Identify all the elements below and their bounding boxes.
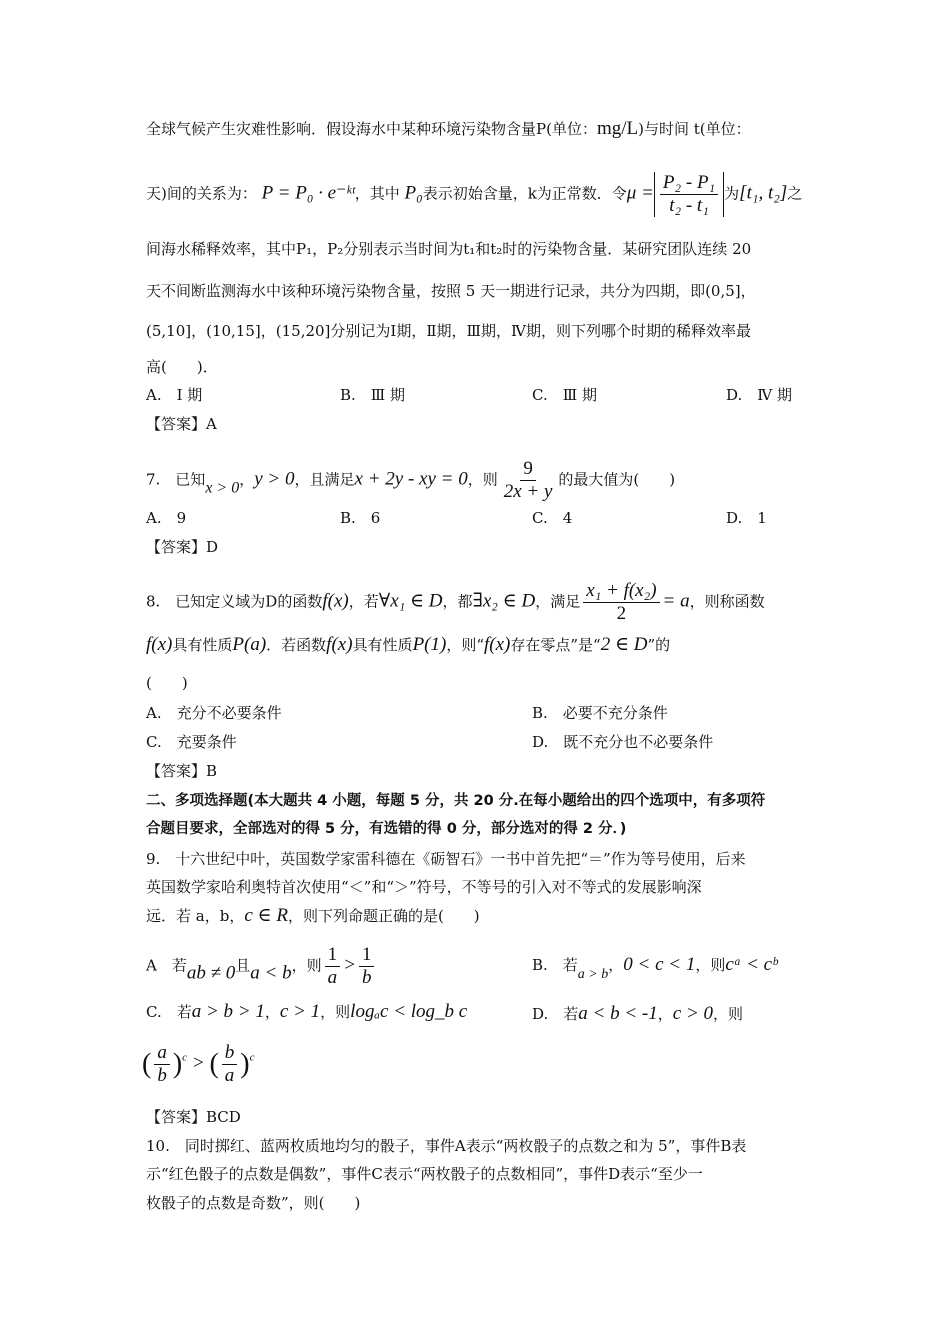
q9-text: ，则 (291, 956, 322, 975)
q9-option-d-expression: ( $\frac{a}{b}$ )$^c$ > ( $\frac{b}{a}$ )$^c$ (142, 1042, 255, 1086)
q7-cond-x: x > 0 (205, 479, 240, 497)
q9-text: ， (657, 1005, 673, 1023)
q9-opt-a-m1: ab ≠ 0 (186, 962, 236, 984)
q6-line-5: (5,10]，(10,15]，(15,20]分别记为Ⅰ期，Ⅱ期，Ⅲ期，Ⅳ期，则下列哪个时期的稀释效率最 (146, 322, 751, 340)
q8-text: ，若 (348, 592, 379, 611)
q8-pa: P(a) (232, 634, 267, 655)
q9-text: ，则 (713, 1005, 744, 1023)
q8-option-b: B. 必要不充分条件 (532, 704, 668, 722)
q6-option-d: D. Ⅳ 期 (726, 386, 793, 404)
q6-line-3: 间海水稀释效率，其中P₁，P₂分别表示当时间为t₁和t₂时的污染物含量．某研究团队连续 20 (146, 240, 752, 258)
q9-text: ，则 (695, 956, 726, 974)
q6-text: )与时间 t(单位： (638, 120, 751, 138)
q8-fraction-numerator: x₁ + f(x₂) (583, 580, 659, 603)
q8-text: 具有性质 (172, 636, 233, 654)
q9-opt-a-frac2-den: b (361, 967, 372, 988)
q6-option-b: B. Ⅲ 期 (340, 386, 406, 404)
q8-p1: P(1) (412, 634, 447, 655)
q8-fx: f(x) (484, 634, 511, 655)
q8-option-a: A. 充分不必要条件 (146, 704, 282, 722)
q7-text: ，则 (467, 470, 498, 489)
q8-text: ，则“ (446, 636, 484, 654)
q9-opt-a-frac1-den: a (327, 967, 338, 988)
q7-answer: 【答案】D (146, 538, 219, 556)
q7-text: 的最大值为( ) (558, 470, 676, 489)
q9-opt-c-m3: logₐc < log_b c (350, 1001, 468, 1022)
q6-line-6: 高( )． (146, 358, 218, 376)
q8-text: ，满足 (535, 592, 581, 611)
q7-cond-y: y > 0 (254, 468, 295, 490)
q8-text: ，则称函数 (689, 592, 765, 611)
q8-two-in-d: 2 ∈ D (600, 634, 648, 655)
q6-formula: P = P₀ · e⁻ᵏᵗ (261, 182, 355, 204)
q6-p0: P₀ (404, 182, 423, 204)
q7-option-a: A. 9 (146, 509, 187, 527)
q9-stem-line-2: 英国数学家哈利奥特首次使用“＜”和“＞”符号，不等号的引入对不等式的发展影响深 (146, 878, 702, 896)
q10-stem-line-2: 示“红色骰子的点数是偶数”，事件C表示“两枚骰子的点数相同”，事件D表示“至少一 (146, 1165, 703, 1183)
q9-text: ， (608, 956, 624, 974)
q9-opt-b-m2: 0 < c < 1 (623, 954, 696, 975)
q8-text: ．若函数 (266, 636, 327, 654)
q8-stem-line-2 (146, 634, 824, 656)
q8-option-d: D. 既不充分也不必要条件 (532, 733, 714, 751)
q7-option-d: D. 1 (726, 509, 767, 527)
q6-mu: μ = (626, 182, 654, 204)
q10-stem-line-3: 枚骰子的点数是奇数”，则( ) (146, 1194, 361, 1212)
q9-text: B. 若 (532, 956, 578, 974)
q9-opt-c-m2: c > 1 (279, 1001, 321, 1022)
q9-opt-a-gt: > (343, 954, 356, 976)
q7-text: 7. 已知 (146, 470, 206, 489)
q7-stem (146, 458, 824, 503)
q8-fraction-denominator: 2 (616, 603, 627, 624)
q6-option-c: C. Ⅲ 期 (532, 386, 597, 404)
q9-option-a (146, 944, 377, 989)
q8-fx: f(x) (146, 634, 173, 655)
q8-text: ，都 (442, 592, 473, 611)
q6-unit: mg/L (596, 118, 639, 139)
q8-option-c: C. 充要条件 (146, 733, 237, 751)
q9-text: A 若 (146, 956, 187, 975)
q9-c-in-r: c ∈ R (244, 905, 288, 926)
q8-fx: f(x) (326, 634, 353, 655)
q9-option-c (146, 1001, 467, 1023)
q9-stem-line-3 (146, 905, 824, 927)
q7-fraction-numerator: 9 (520, 458, 536, 481)
q8-text: 8. 已知定义域为D的函数 (146, 592, 323, 611)
q8-forall: ∀x₁ ∈ D (378, 590, 443, 612)
q6-line-4: 天不间断监测海水中该种环境污染物含量，按照 5 天一期进行记录，共分为四期，即(0,5]， (146, 282, 756, 300)
q7-option-c: C. 4 (532, 509, 573, 527)
q7-text: ，且满足 (294, 470, 355, 489)
q8-text: 存在零点”是“ (510, 636, 601, 654)
q9-opt-a-m2: a < b (250, 962, 292, 984)
q6-text: 天)间的关系为： (146, 184, 257, 203)
q7-text: ， (239, 470, 255, 489)
q6-text: 表示初始含量，k为正常数．令 (422, 184, 627, 203)
q6-option-a: A. Ⅰ 期 (146, 386, 203, 404)
q9-text: ，则下列命题正确的是( ) (287, 907, 480, 925)
q10-stem-line-1: 10. 同时掷红、蓝两枚质地均匀的骰子，事件A表示“两枚骰子的点数之和为 5”，事件B表 (146, 1137, 747, 1155)
q9-text: 且 (235, 956, 251, 975)
q6-interval: [t₁, t₂] (739, 182, 788, 204)
q9-opt-d-exp2: c (249, 1051, 255, 1064)
q9-opt-b-m1: a > b (577, 967, 609, 982)
q7-option-b: B. 6 (340, 509, 381, 527)
q8-text: 具有性质 (352, 636, 413, 654)
q9-text: ， (264, 1003, 280, 1021)
q9-opt-a-frac1-num: 1 (325, 944, 341, 967)
q6-abs-fraction (654, 172, 724, 217)
q9-text: C. 若 (146, 1003, 192, 1021)
q6-line-2 (146, 172, 824, 217)
q9-answer: 【答案】BCD (146, 1108, 241, 1126)
q6-mu-numerator: P₂ - P₁ (660, 172, 718, 195)
section-2-heading-cont: 合题目要求，全部选对的得 5 分，有选错的得 0 分，部分选对的得 2 分．) (146, 821, 627, 837)
q9-opt-d-m1: a < b < -1 (578, 1003, 658, 1024)
q7-equation: x + 2y - xy = 0 (354, 468, 468, 490)
q7-fraction-denominator: 2x + y (503, 481, 553, 502)
q9-opt-d-m2: c > 0 (672, 1003, 714, 1024)
q9-opt-b-m3: cᵃ < cᵇ (725, 954, 778, 975)
q9-stem-line-1: 9. 十六世纪中叶，英国数学家雷科德在《砺智石》一书中首先把“＝”作为等号使用，后来 (146, 850, 746, 868)
q9-opt-d-exp1: c (182, 1051, 188, 1064)
q9-text: ，则 (320, 1003, 351, 1021)
q9-opt-d-frac2-num: b (222, 1042, 238, 1065)
q6-answer: 【答案】A (146, 415, 217, 433)
q8-text: ”的 (647, 636, 671, 654)
q9-option-b (532, 954, 777, 986)
q9-opt-d-gt: > (191, 1052, 205, 1074)
section-2-heading: 二、多项选择题(本大题共 4 小题，每题 5 分，共 20 分.在每小题给出的四个选项中，有多项符 (146, 793, 766, 809)
q8-stem-line-1 (146, 580, 824, 625)
q9-opt-c-m1: a > b > 1 (191, 1001, 265, 1022)
q9-opt-d-frac2-den: a (224, 1065, 235, 1086)
q9-option-d (532, 1003, 743, 1025)
q8-eq-a: = a (662, 590, 690, 612)
q9-opt-d-frac1-den: b (157, 1065, 167, 1086)
q6-text: 之 (787, 184, 803, 203)
q9-text: 远．若 a，b， (146, 907, 245, 925)
q6-text: ，其中 (354, 184, 400, 203)
q6-mu-denominator: t₂ - t₁ (669, 195, 709, 216)
q6-line-1 (146, 118, 824, 140)
q9-text: D. 若 (532, 1005, 579, 1023)
q9-opt-a-frac2-num: 1 (359, 944, 375, 967)
q8-exists: ∃x₂ ∈ D (472, 590, 536, 612)
q8-fx: f(x) (322, 590, 349, 612)
q6-text: 为 (724, 184, 740, 203)
q8-answer: 【答案】B (146, 762, 218, 780)
q9-opt-d-frac1-num: a (154, 1042, 170, 1065)
q8-stem-line-3: ( ) (146, 674, 188, 692)
q6-text: 全球气候产生灾难性影响．假设海水中某种环境污染物含量P(单位： (146, 120, 597, 138)
